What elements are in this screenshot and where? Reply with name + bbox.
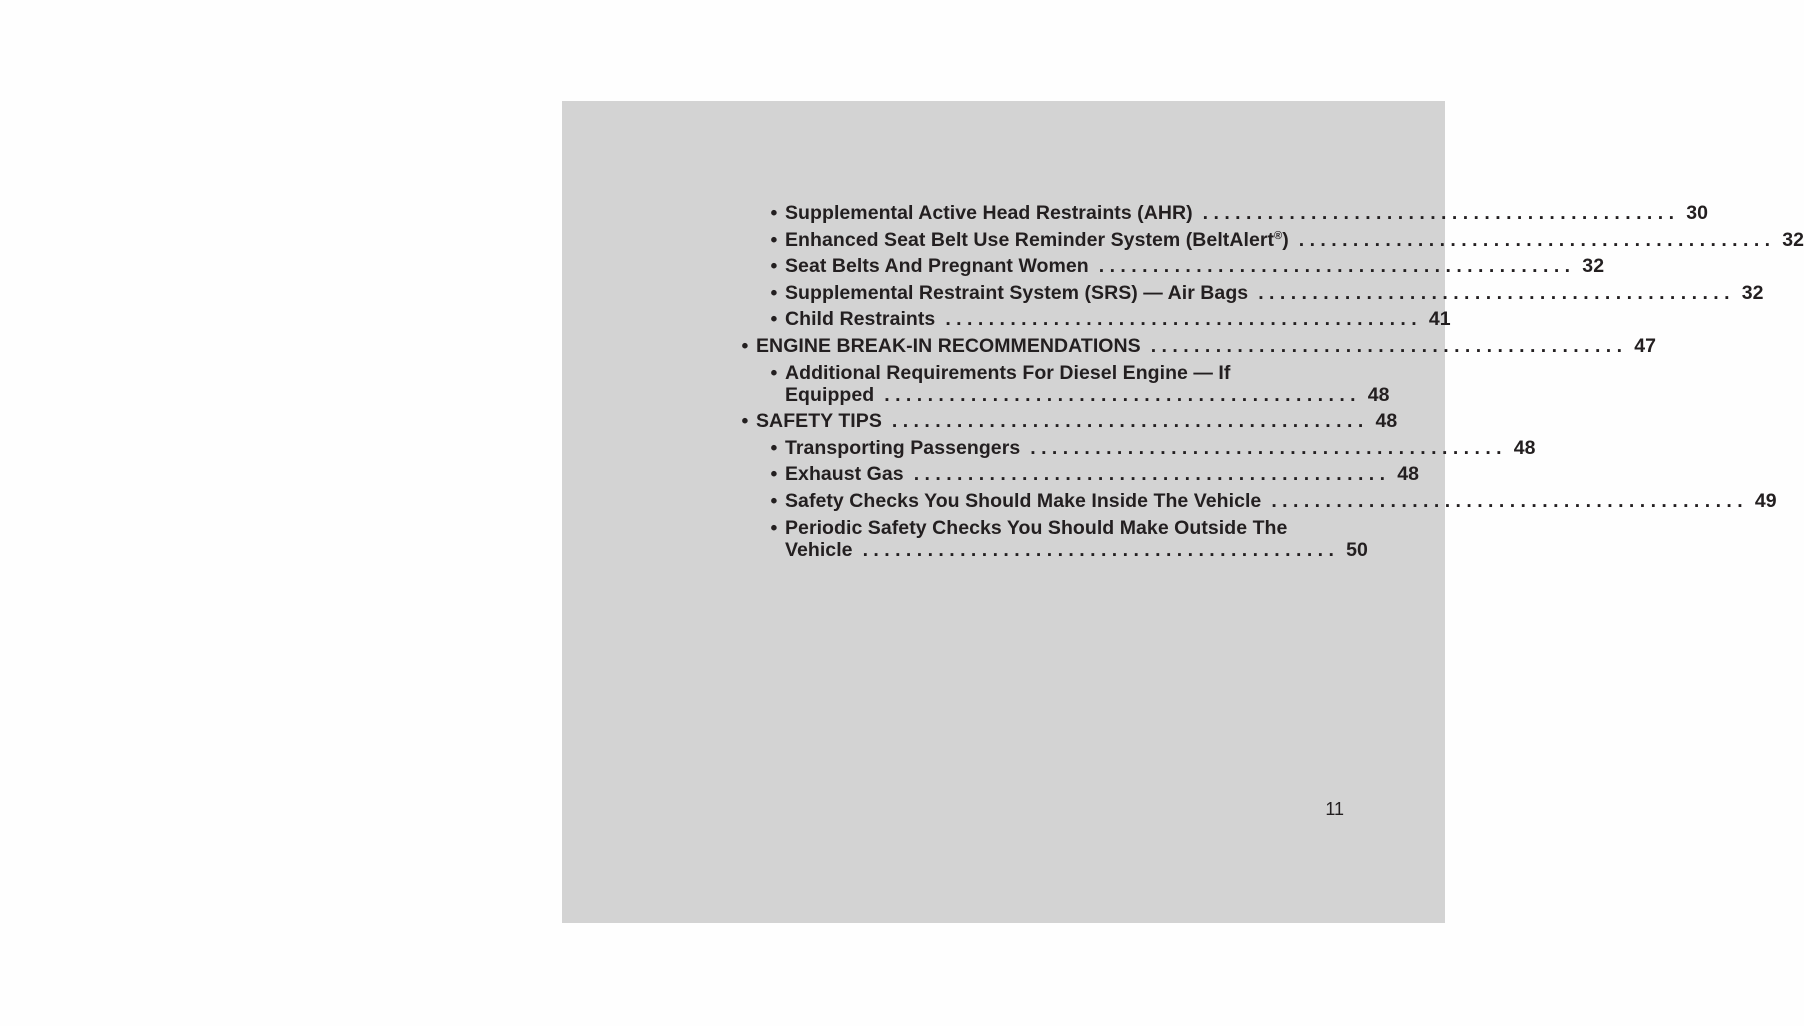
toc-entry[interactable] <box>738 361 1390 406</box>
toc-entry[interactable] <box>738 228 1804 251</box>
toc-entry-page: 32 <box>1741 281 1764 304</box>
dot-leader: . . . . . . . . . . . . . . . . . . . . . . . . . . . . . . . . . . . . . . . . . . . . <box>1298 228 1771 251</box>
dot-leader: . . . . . . . . . . . . . . . . . . . . . . . . . . . . . . . . . . . . . . . . . . . . <box>891 410 1364 433</box>
toc-entry-page: 30 <box>1686 202 1709 224</box>
toc-entry-page: 41 <box>1428 308 1451 331</box>
dot-leader: . . . . . . . . . . . . . . . . . . . . . . . . . . . . . . . . . . . . . . . . . . . . <box>913 463 1386 486</box>
toc-entry-title: Transporting Passengers <box>785 436 1021 459</box>
toc-entry-title-suffix: ) <box>1282 228 1289 251</box>
dot-leader: . . . . . . . . . . . . . . . . . . . . . . . . . . . . . . . . . . . . . . . . . . . . <box>1030 436 1502 459</box>
toc-entry-line <box>756 410 1398 433</box>
toc-entry-title: Supplemental Restraint System (SRS) — Air Bags <box>785 281 1249 304</box>
toc-entry-line <box>785 202 1709 224</box>
toc-entry-line <box>785 538 1368 561</box>
toc-entry-title: Supplemental Active Head Restraints (AHR) <box>785 202 1193 224</box>
toc-entry-title: Periodic Safety Checks You Should Make Outside The <box>785 516 1288 539</box>
bullet-icon: • <box>770 308 778 331</box>
dot-leader: . . . . . . . . . . . . . . . . . . . . . . . . . . . . . . . . . . . . . . . . . . . . <box>945 308 1417 331</box>
toc-entry-title: SAFETY TIPS <box>756 410 882 433</box>
toc-entry-title: Seat Belts And Pregnant Women <box>785 255 1089 278</box>
toc-entry-page: 48 <box>1375 410 1398 433</box>
toc-entry[interactable] <box>738 489 1777 512</box>
toc-entry-page: 32 <box>1782 228 1804 251</box>
toc-entry-page: 49 <box>1754 489 1777 512</box>
toc-entry-title: Equipped <box>785 383 875 406</box>
toc-entry[interactable] <box>738 410 1398 433</box>
registered-mark: ® <box>1274 229 1283 242</box>
toc-entry-line <box>785 362 1348 384</box>
bullet-icon: • <box>770 489 778 512</box>
toc-entry-page: 48 <box>1513 436 1536 459</box>
dot-leader: . . . . . . . . . . . . . . . . . . . . . . . . . . . . . . . . . . . . . . . . . . . . <box>862 538 1334 561</box>
toc-entry[interactable] <box>738 281 1764 304</box>
toc-entry-page: 32 <box>1582 255 1605 278</box>
toc-entry-title: Child Restraints <box>785 308 936 331</box>
toc-entry[interactable] <box>738 308 1451 331</box>
toc-entry-title: Additional Requirements For Diesel Engine — If <box>785 361 1231 384</box>
toc-entry-page: 50 <box>1346 538 1368 561</box>
toc-entry-line <box>785 489 1777 512</box>
toc-entry[interactable] <box>738 436 1536 459</box>
bullet-icon: • <box>741 334 749 357</box>
bullet-icon: • <box>770 516 778 539</box>
page-number: 11 <box>1325 799 1344 819</box>
dot-leader: . . . . . . . . . . . . . . . . . . . . . . . . . . . . . . . . . . . . . . . . . . . . <box>1258 281 1730 304</box>
bullet-icon: • <box>741 410 749 433</box>
toc-entry-line <box>785 463 1420 486</box>
bullet-icon: • <box>770 228 778 251</box>
dot-leader: . . . . . . . . . . . . . . . . . . . . . . . . . . . . . . . . . . . . . . . . . . . . <box>1150 334 1623 357</box>
toc-entry-title: Enhanced Seat Belt Use Reminder System (BeltAlert®) <box>785 228 1289 251</box>
bullet-icon: • <box>770 436 778 459</box>
toc-entry-line <box>785 383 1390 406</box>
toc-entry-page: 48 <box>1367 383 1390 406</box>
bullet-icon: • <box>770 463 778 486</box>
toc-entry-line <box>785 281 1764 304</box>
toc-entry-title: Safety Checks You Should Make Inside The Vehicle <box>785 489 1262 512</box>
toc-entry-line <box>785 517 1348 539</box>
dot-leader: . . . . . . . . . . . . . . . . . . . . . . . . . . . . . . . . . . . . . . . . . . . . <box>884 383 1356 406</box>
bullet-icon: • <box>770 255 778 278</box>
toc-entry[interactable] <box>738 463 1420 486</box>
toc-entry-page: 47 <box>1634 334 1657 357</box>
dot-leader: . . . . . . . . . . . . . . . . . . . . . . . . . . . . . . . . . . . . . . . . . . . . <box>1202 202 1675 224</box>
table-of-contents <box>738 202 1804 565</box>
toc-entry-line <box>756 334 1657 357</box>
bullet-icon: • <box>770 202 778 224</box>
toc-entry[interactable] <box>738 255 1605 278</box>
bullet-icon: • <box>770 281 778 304</box>
bullet-icon: • <box>770 361 778 384</box>
toc-entry-title: ENGINE BREAK-IN RECOMMENDATIONS <box>756 334 1141 357</box>
toc-entry-line <box>785 308 1451 331</box>
toc-entry[interactable] <box>738 516 1368 561</box>
toc-entry-title: Exhaust Gas <box>785 463 904 486</box>
toc-entry-line <box>785 436 1536 459</box>
dot-leader: . . . . . . . . . . . . . . . . . . . . . . . . . . . . . . . . . . . . . . . . . . . . <box>1271 489 1743 512</box>
toc-entry[interactable] <box>738 334 1657 357</box>
dot-leader: . . . . . . . . . . . . . . . . . . . . . . . . . . . . . . . . . . . . . . . . . . . . <box>1098 255 1571 278</box>
toc-entry-line <box>785 255 1605 278</box>
toc-entry-line <box>785 228 1804 251</box>
toc-entry[interactable] <box>738 202 1709 224</box>
toc-entry-title: Vehicle <box>785 538 853 561</box>
toc-entry-page: 48 <box>1397 463 1420 486</box>
